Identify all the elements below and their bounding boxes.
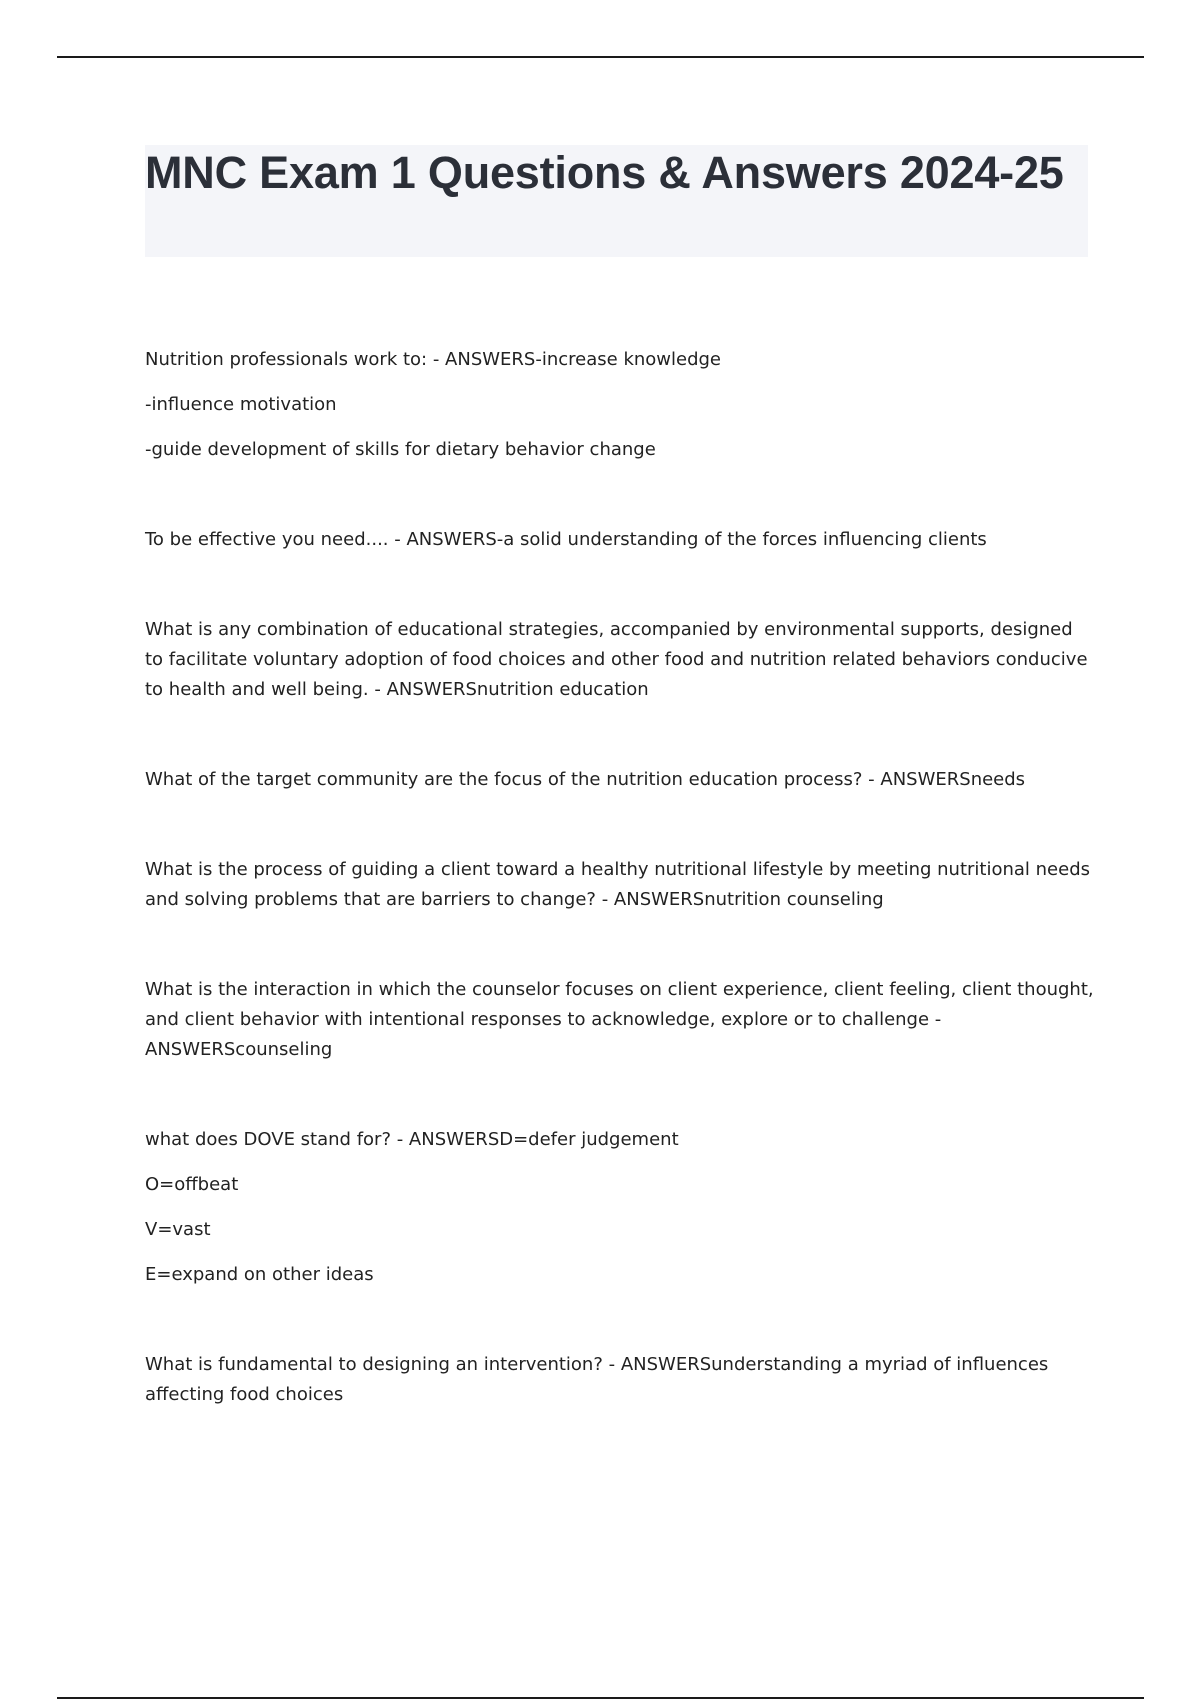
qa-item <box>145 615 1095 705</box>
qa-line: What is fundamental to designing an intervention? - ANSWERSunderstanding a myriad of influences affecting food choices <box>145 1354 1049 1405</box>
qa-line: V=vast <box>145 1219 211 1240</box>
qa-line: What is the process of guiding a client toward a healthy nutritional lifestyle by meeting nutritional needs and solving problems that are barriers to change? - ANSWERSnutrition counseling <box>145 859 1090 910</box>
qa-line: What is the interaction in which the counselor focuses on client experience, client feeling, client thought, and client behavior with intentional responses to acknowledge, explore or to challenge - ANSWERScounseling <box>145 979 1094 1060</box>
title-banner <box>145 145 1088 257</box>
qa-list <box>145 345 1095 1410</box>
qa-line: what does DOVE stand for? - ANSWERSD=defer judgement <box>145 1129 679 1150</box>
qa-item <box>145 765 1095 795</box>
qa-item <box>145 345 1095 465</box>
qa-line: O=offbeat <box>145 1174 239 1195</box>
qa-line: What is any combination of educational strategies, accompanied by environmental supports, designed to facilitate voluntary adoption of food choices and other food and nutrition related behaviors conducive to health and well being. - ANSWERSnutrition education <box>145 619 1088 700</box>
qa-line: E=expand on other ideas <box>145 1264 374 1285</box>
qa-line: Nutrition professionals work to: - ANSWERS-increase knowledge <box>145 349 722 370</box>
qa-line: -guide development of skills for dietary behavior change <box>145 439 656 460</box>
document-title: MNC Exam 1 Questions & Answers 2024-25 <box>145 147 1064 198</box>
qa-line: -influence motivation <box>145 394 337 415</box>
qa-item <box>145 525 1095 555</box>
top-rule <box>57 56 1144 58</box>
qa-item <box>145 855 1095 915</box>
qa-item <box>145 975 1095 1065</box>
qa-line: To be effective you need.... - ANSWERS-a solid understanding of the forces influencing clients <box>145 529 987 550</box>
qa-item <box>145 1350 1095 1410</box>
qa-line: What of the target community are the focus of the nutrition education process? - ANSWERSneeds <box>145 769 1026 790</box>
bottom-rule <box>57 1697 1144 1699</box>
qa-item <box>145 1125 1095 1290</box>
